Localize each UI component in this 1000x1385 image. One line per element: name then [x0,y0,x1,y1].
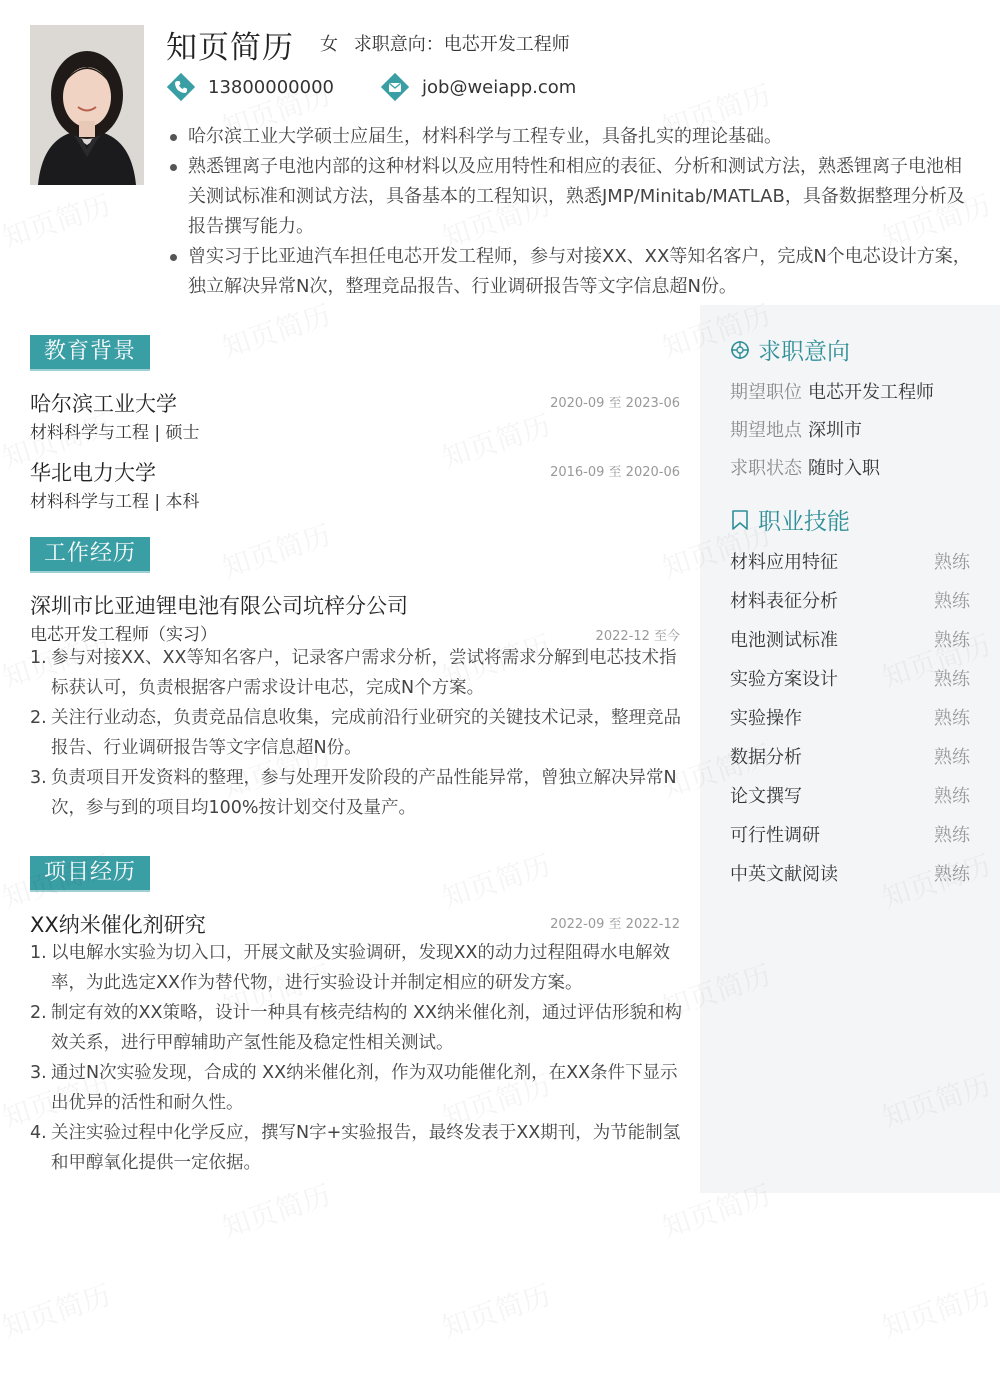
job-intent: 求职意向：电芯开发工程师 [353,34,570,55]
intention-key: 期望地点 [730,420,802,441]
summary-list [166,122,972,302]
item-text: 负责项目开发资料的整理，参与处理开发阶段的产品性能异常，曾独立解决异常N次，参与到的项目均100%按计划交付及量产。 [51,768,677,818]
item-number: 3. [30,1063,47,1083]
skill-name: 数据分析 [730,747,802,768]
skill-level: 熟练 [934,669,970,690]
gender: 女 [320,34,338,55]
work-date: 2022-12 至今 [595,629,680,644]
skill-row [730,626,970,652]
skill-name: 材料应用特征 [730,552,838,573]
skill-level: 熟练 [934,825,970,846]
skill-name: 材料表征分析 [730,591,838,612]
item-number: 3. [30,768,47,788]
item-number: 4. [30,1123,47,1143]
intention-row [730,416,862,442]
education-date: 2020-09 至 2023-06 [550,396,680,411]
section-title-education: 教育背景 [30,335,150,369]
watermark [437,1274,556,1347]
list-item [30,998,682,1058]
skill-row [730,860,970,886]
item-number: 2. [30,708,47,728]
school-major: 材料科学与工程 | 本科 [30,492,200,512]
list-item [30,763,682,823]
intention-value: 随时入职 [808,458,880,479]
skill-name: 电池测试标准 [730,630,838,651]
watermark [217,1174,336,1247]
gender-and-intent [320,30,580,56]
candidate-name: 知页简历 [166,30,294,66]
intention-title: 求职意向 [758,339,850,365]
school-major: 材料科学与工程 | 硕士 [30,423,200,443]
skill-level: 熟练 [934,747,970,768]
company-name: 深圳市比亚迪锂电池有限公司坑梓分公司 [30,594,408,618]
summary-item: 熟悉锂离子电池内部的这种材料以及应用特性和相应的表征、分析和测试方法，熟悉锂离子电池相关测试标准和测试方法，具备基本的工程知识，熟悉JMP/Minitab/MATLAB，具备数据整理分析及报告撰写能力。 [166,152,972,242]
watermark [877,1274,996,1347]
item-text: 关注行业动态，负责竞品信息收集，完成前沿行业研究的关键技术记录，整理竞品报告、行业调研报告等文字信息超N份。 [51,708,681,758]
list-item [30,938,682,998]
education-date: 2016-09 至 2020-06 [550,465,680,480]
watermark [217,294,336,367]
job-role: 电芯开发工程师（实习） [30,625,217,645]
target-icon [730,340,750,360]
item-text: 制定有效的XX策略，设计一种具有核壳结构的 XX纳米催化剂，通过评估形貌和构效关系，进行甲醇辅助产氢性能及稳定性相关测试。 [51,1003,683,1053]
watermark [437,404,556,477]
item-text: 参与对接XX、XX等知名客户，记录客户需求分析，尝试将需求分解到电芯技术指标获认可，负责根据客户需求设计电芯，完成N个方案。 [51,648,677,698]
profile-photo [30,25,144,185]
intention-row [730,378,934,404]
skill-row [730,782,970,808]
item-text: 以电解水实验为切入口，开展文献及实验调研，发现XX的动力过程阻碍水电解效率，为此选定XX作为替代物，进行实验设计并制定相应的研发方案。 [51,943,670,993]
skill-name: 论文撰写 [730,786,802,807]
school-name: 华北电力大学 [30,461,156,485]
item-text: 通过N次实验发现，合成的 XX纳米催化剂，作为双功能催化剂，在XX条件下显示出优异的活性和耐久性。 [51,1063,678,1113]
item-number: 2. [30,1003,47,1023]
bookmark-icon [730,509,750,531]
intention-row [730,454,880,480]
project-name: XX纳米催化剂研究 [30,913,206,937]
list-item [30,703,682,763]
skill-level: 熟练 [934,864,970,885]
intention-key: 求职状态 [730,458,802,479]
item-number: 1. [30,648,47,668]
list-item [30,643,682,703]
skill-name: 实验方案设计 [730,669,838,690]
list-item [30,1118,682,1178]
skill-row [730,665,970,691]
work-duty-list [30,643,682,823]
skill-level: 熟练 [934,630,970,651]
skill-level: 熟练 [934,786,970,807]
skill-level: 熟练 [934,591,970,612]
intention-key: 期望职位 [730,382,802,403]
watermark [437,844,556,917]
skill-row [730,743,970,769]
intention-value: 电芯开发工程师 [808,382,934,403]
phone-contact [166,72,334,102]
email-contact [380,72,576,102]
watermark [0,1274,115,1347]
project-detail-list [30,938,682,1178]
skill-name: 实验操作 [730,708,802,729]
skill-level: 熟练 [934,552,970,573]
email-address: job@weiapp.com [422,76,577,98]
watermark [0,184,115,257]
skill-row [730,821,970,847]
skill-row [730,548,970,574]
skill-name: 中英文献阅读 [730,864,838,885]
summary-item: 哈尔滨工业大学硕士应届生，材料科学与工程专业，具备扎实的理论基础。 [166,122,972,152]
summary-item: 曾实习于比亚迪汽车担任电芯开发工程师，参与对接XX、XX等知名客户，完成N个电芯设计方案，独立解决异常N次，整理竞品报告、行业调研报告等文字信息超N份。 [166,242,972,302]
watermark [217,514,336,587]
list-item [30,1058,682,1118]
section-title-skills [730,503,850,536]
skill-level: 熟练 [934,708,970,729]
email-icon [380,72,410,102]
section-title-project: 项目经历 [30,856,150,890]
skill-row [730,704,970,730]
item-text: 关注实验过程中化学反应，撰写N字+实验报告，最终发表于XX期刊，为节能制氢和甲醇氧化提供一定依据。 [51,1123,681,1173]
skills-title: 职业技能 [758,509,850,535]
project-date: 2022-09 至 2022-12 [550,917,680,932]
skill-row [730,587,970,613]
section-title-intention [730,333,850,366]
school-name: 哈尔滨工业大学 [30,392,177,416]
phone-number: 13800000000 [208,76,334,98]
phone-icon [166,72,196,102]
section-title-work: 工作经历 [30,537,150,571]
item-number: 1. [30,943,47,963]
intention-value: 深圳市 [808,420,862,441]
skill-name: 可行性调研 [730,825,820,846]
